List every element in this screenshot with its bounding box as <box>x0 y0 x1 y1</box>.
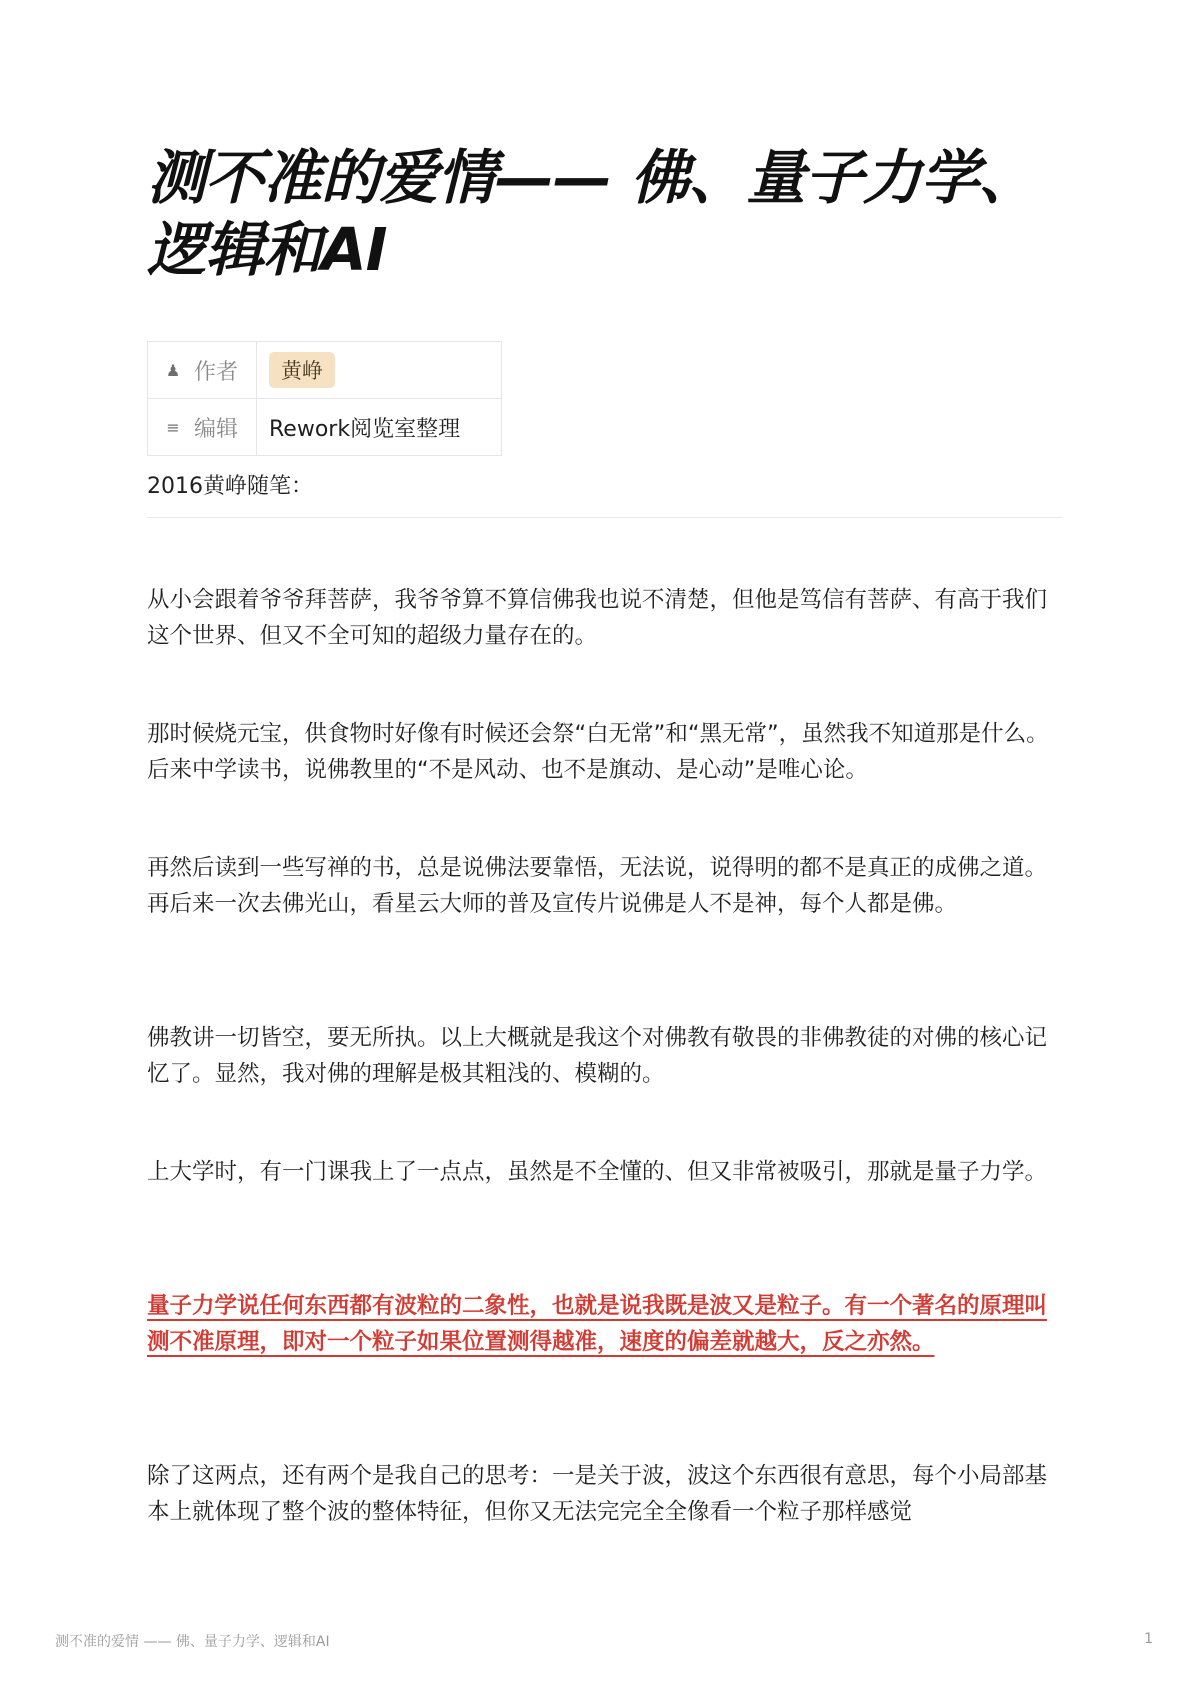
author-tag[interactable]: 黄峥 <box>269 352 335 388</box>
paragraph: 佛教讲一切皆空，要无所执。以上大概就是我这个对佛教有敬畏的非佛教徒的对佛的核心记忆了。显然，我对佛的理解是极其粗浅的、模糊的。 <box>147 1025 1048 1087</box>
paragraph: 再然后读到一些写禅的书，总是说佛法要靠悟，无法说，说得明的都不是真正的成佛之道。再后来一次去佛光山，看星云大师的普及宣传片说佛是人不是神，每个人都是佛。 <box>147 855 1048 917</box>
highlighted-paragraph <box>147 1288 1062 1360</box>
property-key-author: 作者 <box>194 359 239 385</box>
properties-table <box>147 341 502 456</box>
page-title: 测不准的爱情—— 佛、量子力学、逻辑和AI <box>147 143 1037 284</box>
property-key-cell <box>148 399 257 456</box>
property-value-cell[interactable] <box>257 342 502 399</box>
highlighted-text: 量子力学说任何东西都有波粒的二象性，也就是说我既是波又是粒子。有一个著名的原理叫测不准原理，即对一个粒子如果位置测得越准，速度的偏差就越大，反之亦然。 <box>147 1293 1048 1355</box>
divider <box>147 517 1062 518</box>
person-icon: ♟ <box>165 360 181 380</box>
property-row-editor <box>148 399 502 456</box>
property-key-editor: 编辑 <box>194 416 239 442</box>
page-number: 1 <box>1144 1631 1153 1647</box>
paragraph: 从小会跟着爷爷拜菩萨，我爷爷算不算信佛我也说不清楚，但他是笃信有菩萨、有高于我们这个世界、但又不全可知的超级力量存在的。 <box>147 587 1048 649</box>
paragraph: 除了这两点，还有两个是我自己的思考：一是关于波，波这个东西很有意思，每个小局部基本上就体现了整个波的整体特征，但你又无法完完全全像看一个粒子那样感觉 <box>147 1463 1048 1525</box>
paragraph: 上大学时，有一门课我上了一点点，虽然是不全懂的、但又非常被吸引，那就是量子力学。 <box>147 1159 1048 1185</box>
paragraph: 那时候烧元宝，供食物时好像有时候还会祭“白无常”和“黑无常”，虽然我不知道那是什么。后来中学读书，说佛教里的“不是风动、也不是旗动、是心动”是唯心论。 <box>147 721 1049 783</box>
footer-title: 测不准的爱情 —— 佛、量子力学、逻辑和AI <box>55 1634 330 1650</box>
property-key-cell <box>148 342 257 399</box>
lines-icon: ≡ <box>166 417 180 437</box>
editor-value: Rework阅览室整理 <box>269 416 461 442</box>
property-value-cell[interactable] <box>257 399 502 456</box>
property-row-author <box>148 342 502 399</box>
intro-text: 2016黄峥随笔： <box>147 474 313 499</box>
